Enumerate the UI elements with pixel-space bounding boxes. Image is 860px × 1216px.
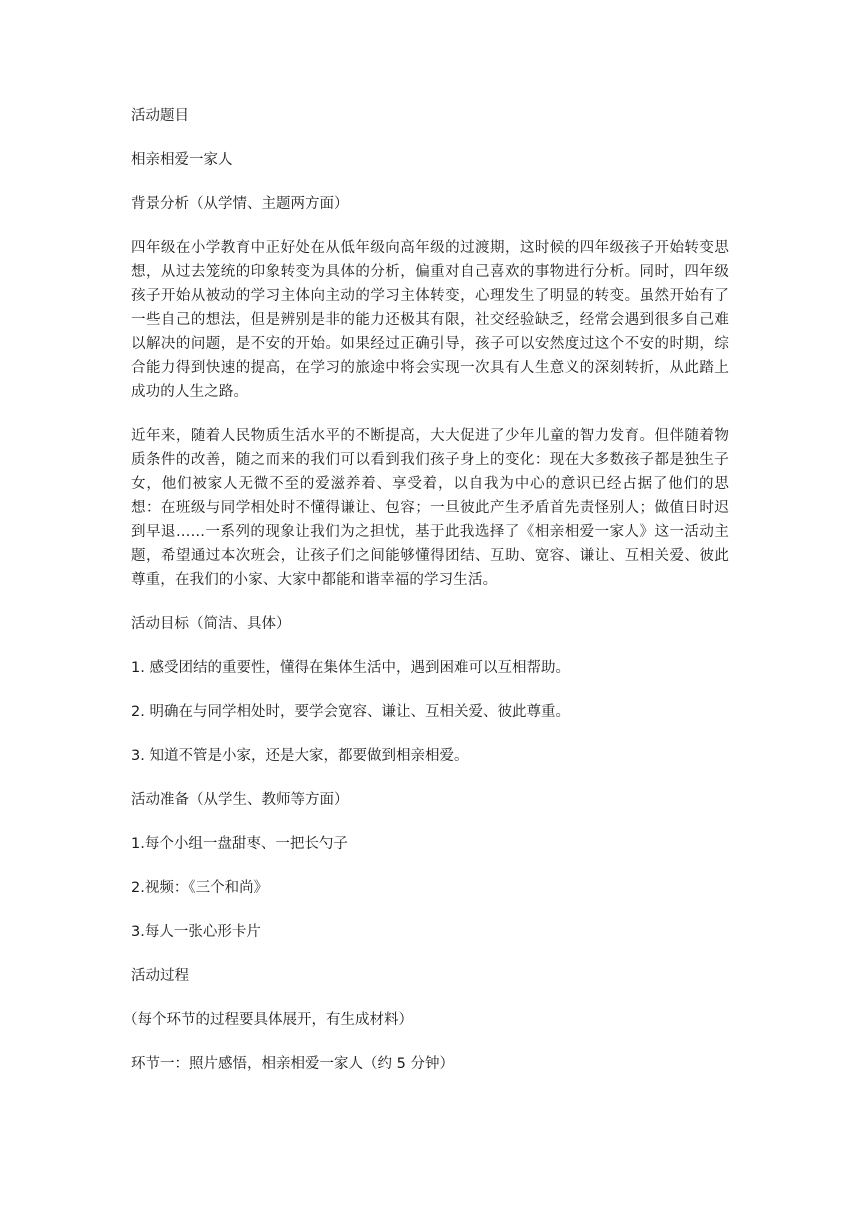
activity-title: 相亲相爱一家人 xyxy=(131,152,233,168)
process-note: （每个环节的过程要具体展开，有生成材料） xyxy=(123,1012,413,1028)
goals-heading: 活动目标（简洁、具体） xyxy=(131,616,291,632)
step-1-heading: 环节一：照片感悟，相亲相爱一家人（约 5 分钟） xyxy=(131,1056,454,1072)
background-paragraph-2: 近年来，随着人民物质生活水平的不断提高，大大促进了少年儿童的智力发育。但伴随着物质条件的改善，随之而来的我们可以看到我们孩子身上的变化：现在大多数孩子都是独生子女，他们被家人无微不至的爱滋养着、享受着，以自我为中心的意识已经占据了他们的思想：在班级与同学相处时不懂得谦让、包容；一旦彼此产生矛盾首先责怪别人；做值日时迟到早退……一系列的现象让我们为之担忧，基于此我选择了《相亲相爱一家人》这一活动主题，希望通过本次班会，让孩子们之间能够懂得团结、互助、宽容、谦让、互相关爱、彼此尊重，在我们的小家、大家中都能和谐幸福的学习生活。 xyxy=(131,428,729,588)
prep-heading: 活动准备（从学生、教师等方面） xyxy=(131,792,349,808)
prep-item-2: 2.视频：《三个和尚》 xyxy=(131,880,269,896)
background-heading: 背景分析（从学情、主题两方面） xyxy=(131,196,349,212)
goal-item-2: 2. 明确在与同学相处时，要学会宽容、谦让、互相关爱、彼此尊重。 xyxy=(131,704,570,720)
background-paragraph-1: 四年级在小学教育中正好处在从低年级向高年级的过渡期，这时候的四年级孩子开始转变思想，从过去笼统的印象转变为具体的分析，偏重对自己喜欢的事物进行分析。同时，四年级孩子开始从被动的学习主体向主动的学习主体转变，心理发生了明显的转变。虽然开始有了一些自己的想法，但是辨别是非的能力还极其有限，社交经验缺乏，经常会遇到很多自己难以解决的问题，是不安的开始。如果经过正确引导，孩子可以安然度过这个不安的时期，综合能力得到快速的提高，在学习的旅途中将会实现一次具有人生意义的深刻转折，从此踏上成功的人生之路。 xyxy=(131,240,729,400)
process-heading: 活动过程 xyxy=(131,968,189,984)
prep-item-1: 1.每个小组一盘甜枣、一把长勺子 xyxy=(131,836,348,852)
goal-item-1: 1. 感受团结的重要性，懂得在集体生活中，遇到困难可以互相帮助。 xyxy=(131,660,570,676)
prep-item-3: 3.每人一张心形卡片 xyxy=(131,924,261,940)
document-page xyxy=(123,104,729,1076)
goal-item-3: 3. 知道不管是小家，还是大家，都要做到相亲相爱。 xyxy=(131,748,469,764)
title-label: 活动题目 xyxy=(131,108,189,124)
